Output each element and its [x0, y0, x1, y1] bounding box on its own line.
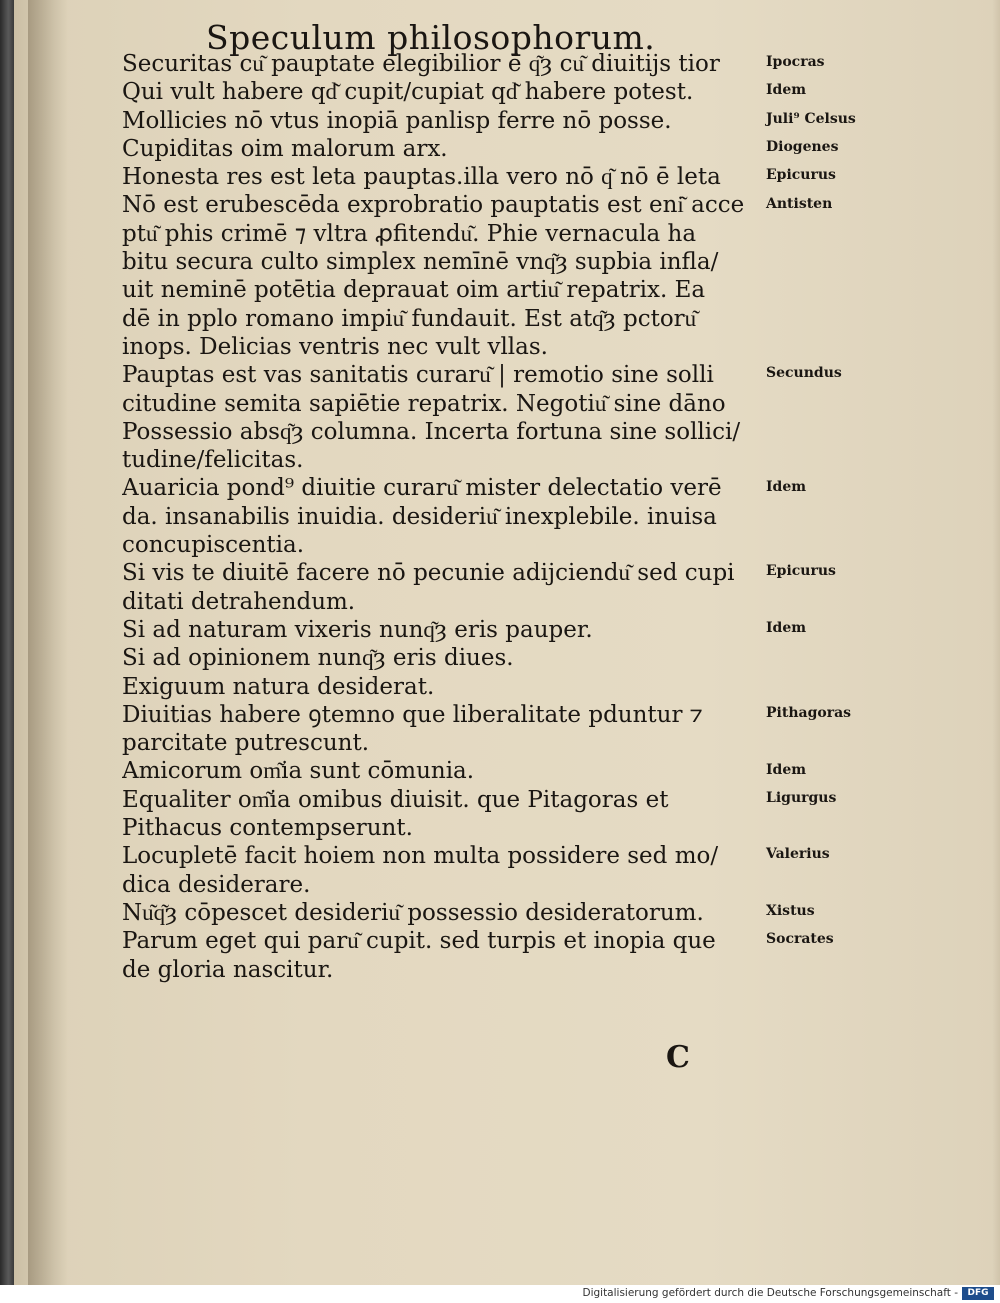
margin-note: Diogenes — [766, 138, 839, 155]
text-line: Honesta res est leta pauptas.illa vero nō q͂ nō ē leta — [122, 164, 721, 191]
text-line: ptu͂ phis crimē ⁊ vltra ꝓfitendu͂. Phie vernacula ha — [122, 220, 697, 247]
margin-note: Juli⁹ Celsus — [766, 110, 856, 127]
text-line: Mollicies nō vtus inopiā panlisp ferre nō posse. — [122, 107, 672, 134]
text-line: Pithacus contempserunt. — [122, 815, 413, 842]
text-line: Si vis te diuitē facere nō pecunie adijciendu͂ sed cupi — [122, 560, 735, 587]
text-line: Locupletē facit hoiem non multa possidere sed mo/ — [122, 843, 719, 870]
footer-credit: Digitalisierung gefördert durch die Deutsche Forschungsgemeinschaft - — [582, 1287, 958, 1299]
text-line: Nu͂q͂ȝ cōpescet desideriu͂ possessio desideratorum. — [122, 899, 704, 926]
margin-note: Idem — [766, 82, 807, 99]
margin-note: Ipocras — [766, 54, 825, 70]
margin-note: Xistus — [766, 903, 815, 919]
text-line: da. insanabilis inuidia. desideriu͂ inexplebile. inuisa — [122, 503, 717, 530]
book-spine — [0, 0, 14, 1285]
margin-note: Socrates — [766, 931, 834, 948]
margin-note: Ligurgus — [766, 789, 837, 806]
text-line: Si ad opinionem nunq͂ȝ eris diues. — [122, 645, 514, 672]
margin-note: Idem — [766, 620, 807, 636]
gutter-shadow — [28, 0, 68, 1285]
text-line: Exiguum natura desiderat. — [122, 673, 435, 700]
text-line: uit neminē potētia deprauat oim artiu͂ repatrix. Ea — [122, 277, 706, 304]
text-line: tudine/felicitas. — [122, 447, 304, 474]
text-line: dē in pplo romano impiu͂ fundauit. Est atq͂ȝ pctoru͂ — [122, 305, 697, 332]
text-line: concupiscentia. — [122, 532, 305, 559]
text-line: Securitas cu͂ pauptate elegibilior ē q͂ȝ cu͂ diuitijs tior — [122, 51, 720, 77]
text-line: Si ad naturam vixeris nunq͂ȝ eris pauper. — [122, 616, 593, 643]
text-line: Pauptas est vas sanitatis curaru͂ | remotio sine solli — [122, 362, 714, 389]
digitization-footer — [0, 1285, 1000, 1303]
margin-note: Valerius — [766, 846, 830, 863]
text-line: inops. Delicias ventris nec vult vllas. — [122, 333, 548, 360]
text-line: Cupiditas oim malorum arx. — [122, 135, 448, 162]
margin-note: Pithagoras — [766, 704, 852, 721]
margin-note: Antisten — [766, 195, 833, 212]
margin-note: Idem — [766, 761, 807, 778]
text-line: Amicorum om͂ia sunt cōmunia. — [122, 758, 475, 785]
book-page — [14, 0, 1000, 1285]
body-text — [122, 50, 767, 984]
text-line: Diuitias habere ꝯtemno que liberalitate pduntur ⁊ — [122, 701, 703, 728]
text-line: Qui vult habere qd͂ cupit/cupiat qd͂ habere potest. — [122, 79, 694, 106]
text-line: de gloria nascitur. — [122, 956, 334, 983]
page-title: Speculum philosophorum. — [206, 18, 656, 57]
text-line: Auaricia pond⁹ diuitie curaru͂ mister delectatio verē — [122, 475, 722, 502]
text-line: Possessio absq͂ȝ columna. Incerta fortuna sine sollici/ — [122, 418, 741, 445]
text-line: dica desiderare. — [122, 871, 311, 898]
page-edge-shade — [992, 0, 1000, 1285]
text-line: Parum eget qui paru͂ cupit. sed turpis et inopia que — [122, 928, 716, 955]
text-line: bitu secura culto simplex nemīnē vnq͂ȝ supbia infla/ — [122, 249, 719, 276]
text-line: Nō est erubescēda exprobratio pauptatis est eni͂ acce — [122, 192, 745, 219]
margin-note: Idem — [766, 478, 807, 495]
text-line: citudine semita sapiētie repatrix. Negotiu͂ sine dāno — [122, 390, 726, 417]
text-line: parcitate putrescunt. — [122, 730, 370, 757]
text-line: ditati detrahendum. — [122, 588, 356, 615]
dfg-logo: DFG — [962, 1287, 994, 1300]
margin-note: Secundus — [766, 365, 842, 382]
text-line: Equaliter om͂ia omibus diuisit. que Pitagoras et — [122, 786, 669, 813]
margin-note: Epicurus — [766, 167, 836, 184]
signature-mark: C — [666, 1040, 690, 1075]
margin-note: Epicurus — [766, 563, 836, 580]
